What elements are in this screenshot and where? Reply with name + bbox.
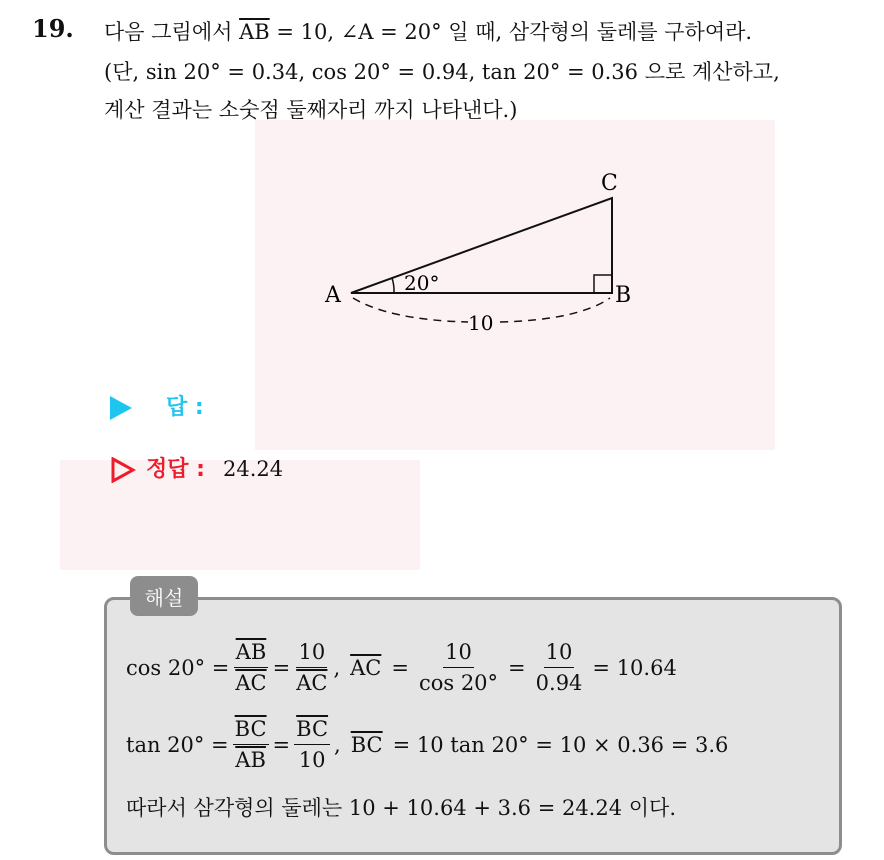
angle-arc <box>392 278 394 293</box>
dimension-arc-left <box>353 298 468 322</box>
solution-line-1: cos 20° = $\frac{\overline{AB}}{AC}$ = $\frac{10}{AC}$ , $\overline{AC}$ = $\frac{10}{\cos 20^\circ}$ = $\frac{10}{0.94}$ = 10.64 <box>126 640 677 695</box>
vertex-a-label: A <box>325 283 341 308</box>
fraction: $\frac{10}{AC}$ <box>296 640 328 695</box>
correct-answer-label: 정답 : <box>146 457 205 482</box>
vertex-b-label: B <box>615 283 632 308</box>
question-line-2: (단, sin 20° = 0.34, cos 20° = 0.94, tan 20° = 0.36 으로 계산하고, <box>104 60 780 84</box>
solution-line-2: tan 20° = $\frac{\overline{BC}}{AB}$ = $\frac{\overline{BC}}{10}$ , $\overline{BC}$ = 10 tan 20° = 10 × 0.36 = 3.6 <box>126 717 729 772</box>
fraction: $\frac{\overline{BC}}{AB}$ <box>234 717 267 772</box>
fraction: $\frac{\overline{AB}}{AC}$ <box>235 640 267 695</box>
outline-triangle-icon <box>110 457 136 483</box>
correct-answer-row <box>110 452 283 483</box>
solution-tag: 해설 <box>130 576 198 616</box>
fraction: $\frac{\overline{BC}}{10}$ <box>296 717 329 772</box>
question-line-1: 다음 그림에서 $\overline{AB} = 10$, ∠A = 20° 일 때, 삼각형의 둘레를 구하여라. <box>104 20 753 44</box>
segment-bc: $\overline{BC}$ <box>350 732 383 757</box>
dimension-arc-right <box>500 298 610 322</box>
solution-line-3: 따라서 삼각형의 둘레는 10 + 10.64 + 3.6 = 24.24 이다. <box>126 796 677 820</box>
segment-ab: $\overline{AB}$ <box>239 20 270 44</box>
length-label: 10 <box>468 311 494 335</box>
correct-answer-value: 24.24 <box>222 457 284 481</box>
fraction: $\frac{10}{0.94}$ <box>535 640 583 695</box>
right-angle-mark <box>594 275 612 293</box>
play-triangle-icon <box>110 396 132 420</box>
answer-row <box>110 390 204 421</box>
question-number: 19. <box>32 14 74 43</box>
fraction: $\frac{10}{\cos 20^\circ}$ <box>418 640 499 695</box>
triangle-shape <box>351 198 612 293</box>
answer-label: 답 : <box>166 395 204 420</box>
segment-ac: $\overline{AC}$ <box>350 655 382 680</box>
angle-label: 20° <box>404 271 440 295</box>
vertex-c-label: C <box>601 171 618 196</box>
question-line-3: 계산 결과는 소숫점 둘째자리 까지 나타낸다.) <box>104 98 518 122</box>
